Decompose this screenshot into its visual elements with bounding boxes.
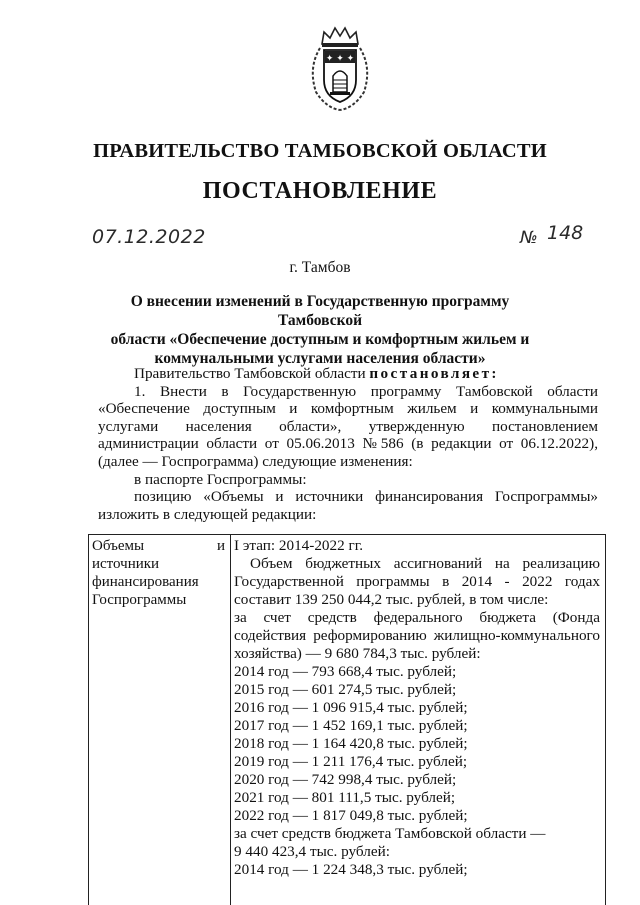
city: г. Тамбов (289, 259, 351, 276)
financing-table (88, 534, 606, 905)
organization-title: ПРАВИТЕЛЬСТВО ТАМБОВСКОЙ ОБЛАСТИ (93, 140, 547, 162)
year-line: 2014 год — 1 224 348,3 тыс. рублей; (234, 861, 468, 878)
position-line-2: изложить в следующей редакции: (98, 505, 317, 523)
regional-line: за счет средств бюджета Тамбовской области — (234, 825, 546, 842)
year-line: 2017 год — 1 452 169,1 тыс. рублей; (234, 717, 468, 734)
year-line: 2018 год — 1 164 420,8 тыс. рублей; (234, 735, 468, 752)
coat-of-arms-icon (300, 18, 380, 114)
svg-text:✦ ✦ ✦: ✦ ✦ ✦ (325, 54, 355, 64)
year-line: 2015 год — 601 274,5 тыс. рублей; (234, 681, 457, 698)
stage-line: I этап: 2014-2022 гг. (234, 537, 364, 554)
budget-text: Объем бюджетных ассигнований на реализацию Государственной программы в 2014 - 2022 годах составит 139 250 044,2 тыс. рублей, в том числе: (234, 555, 600, 608)
number-label: № (520, 228, 538, 248)
intro-text: Правительство Тамбовской области (134, 365, 366, 382)
left-line: финансирования (92, 574, 199, 590)
federal-text: за счет средств федерального бюджета (Фонда содействия реформированию жилищно-коммунального хозяйства) — 9 680 784,3 тыс. рублей: (234, 609, 600, 662)
table-divider (230, 535, 231, 905)
document-number: 148 (547, 222, 584, 244)
left-line: источники (92, 556, 160, 572)
intro-verb: постановляет: (369, 365, 499, 382)
item-1-first-line: 1. Внести в Государственную программу Тамбовской области (134, 382, 598, 400)
table-left-cell (92, 537, 227, 609)
document-subject (110, 292, 530, 368)
document-type: ПОСТАНОВЛЕНИЕ (202, 178, 438, 204)
subject-line: коммунальными услугами населения области» (154, 350, 486, 367)
left-conjunction: и (216, 538, 225, 554)
item-1-text: «Обеспечение доступным и комфортным жильем и коммунальными услугами населения области», утвержденную постановлением администрации области от 05.06.2013 №586 (в редакции от 06.12.2022), (далее — Госпрограмма) следующие изменения: (98, 400, 598, 470)
year-line: 2022 год — 1 817 049,8 тыс. рублей; (234, 807, 468, 824)
year-line: 2014 год — 793 668,4 тыс. рублей; (234, 663, 457, 680)
subject-line: О внесении изменений в Государственную программу Тамбовской (130, 293, 510, 329)
passport-line: в паспорте Госпрограммы: (134, 470, 307, 488)
year-line: 2016 год — 1 096 915,4 тыс. рублей; (234, 699, 468, 716)
year-line: 2020 год — 742 998,4 тыс. рублей; (234, 771, 457, 788)
regional-line: 9 440 423,4 тыс. рублей: (234, 843, 390, 860)
intro-paragraph (98, 365, 598, 383)
year-line: 2021 год — 801 111,5 тыс. рублей; (234, 789, 456, 806)
subject-line: области «Обеспечение доступным и комфортным жильем и (110, 331, 530, 348)
left-line: Госпрограммы (92, 592, 187, 608)
left-line: Объемы (92, 538, 145, 554)
document-date: 07.12.2022 (92, 226, 206, 248)
table-right-cell (234, 537, 600, 879)
year-line: 2019 год — 1 211 176,4 тыс. рублей; (234, 753, 468, 770)
document-body (98, 365, 598, 523)
position-line: позицию «Объемы и источники финансирования Госпрограммы» (134, 488, 598, 506)
